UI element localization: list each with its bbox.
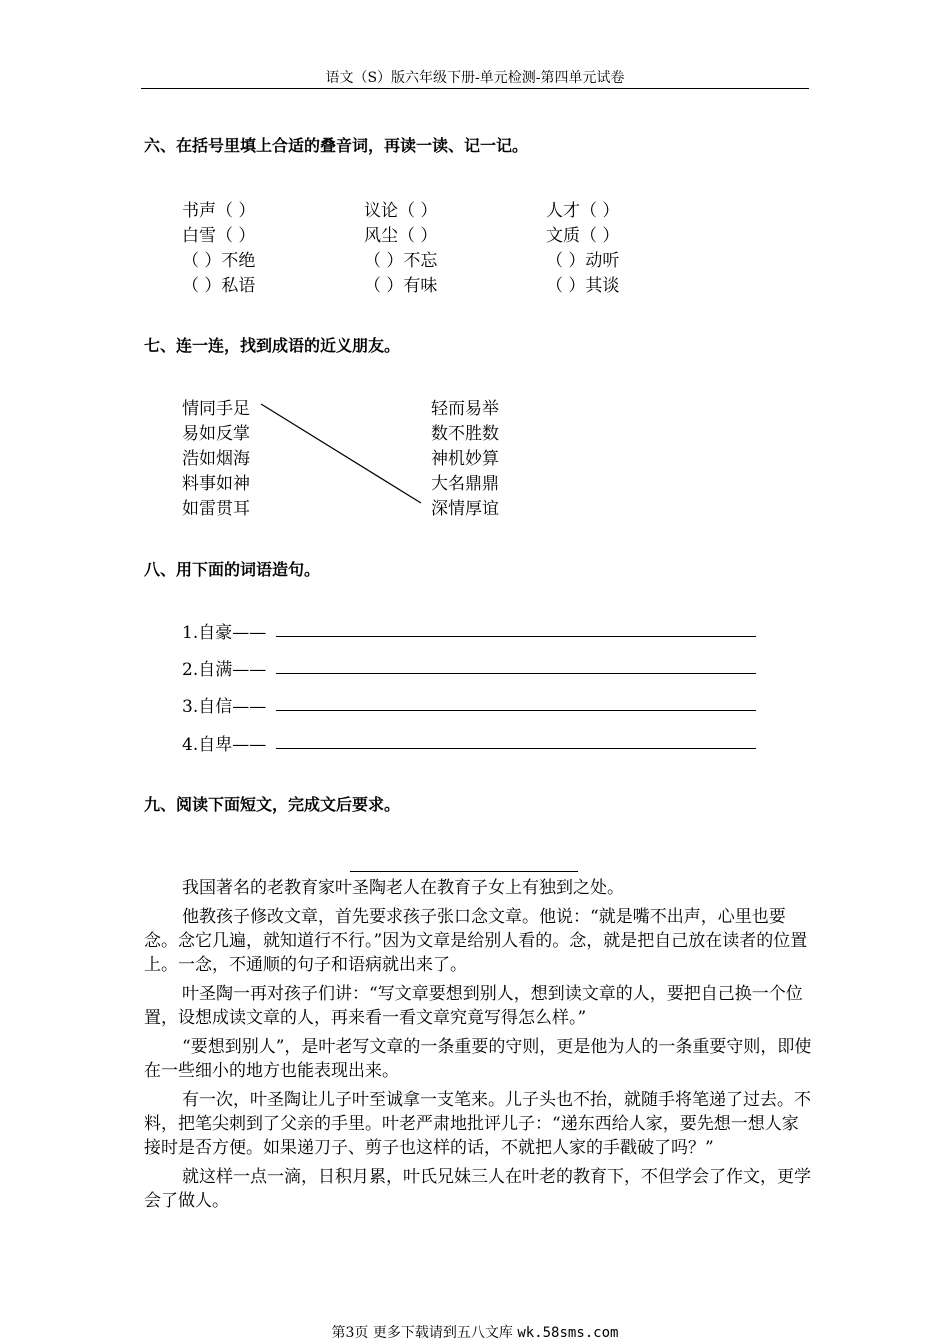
fill-item: 书声（ ） bbox=[182, 201, 256, 221]
fill-item: （ ）不忘 bbox=[364, 251, 438, 271]
idiom-right: 深情厚谊 bbox=[431, 499, 499, 519]
sentence-prompt: 4.自卑—— bbox=[182, 735, 267, 755]
sentence-prompt: 3.自信—— bbox=[182, 697, 267, 717]
page-footer bbox=[0, 1322, 950, 1342]
fill-item: 风尘（ ） bbox=[364, 226, 438, 246]
idiom-right: 轻而易举 bbox=[431, 399, 499, 419]
idiom-left: 料事如神 bbox=[182, 474, 250, 494]
page-header: 语文（S）版六年级下册-单元检测-第四单元试卷 bbox=[325, 70, 625, 86]
fill-item: （ ）其谈 bbox=[546, 276, 620, 296]
footer-url[interactable]: wk.58sms.com bbox=[517, 1325, 619, 1341]
idiom-left: 如雷贯耳 bbox=[182, 499, 250, 519]
idiom-left: 浩如烟海 bbox=[182, 449, 250, 469]
footer-text: 第3页 更多下载请到五八文库 bbox=[331, 1325, 513, 1341]
title-blank-line[interactable] bbox=[350, 871, 578, 872]
idiom-right: 数不胜数 bbox=[431, 424, 499, 444]
example-connection-line bbox=[261, 404, 421, 503]
sentence-prompt: 2.自满—— bbox=[182, 660, 267, 680]
passage-paragraph: 有一次，叶圣陶让儿子叶至诚拿一支笔来。儿子头也不抬，就随手将笔递了过去。不料，把笔尖刺到了父亲的手里。叶老严肃地批评儿子：“递东西给人家，要先想一想人家接时是否方便。如果递刀子、剪子也这样的话，不就把人家的手戳破了吗？” bbox=[144, 1090, 811, 1158]
passage-paragraph: 我国著名的老教育家叶圣陶老人在教育子女上有独到之处。 bbox=[182, 878, 624, 898]
idiom-right: 大名鼎鼎 bbox=[431, 474, 499, 494]
passage-paragraph: 他教孩子修改文章，首先要求孩子张口念文章。他说：“就是嘴不出声，心里也要念。念它几遍，就知道行不行。”因为文章是给别人看的。念，就是把自己放在读者的位置上。一念，不通顺的句子和语病就出来了。 bbox=[144, 907, 808, 975]
fill-item: （ ）动听 bbox=[546, 251, 620, 271]
reading-passage bbox=[144, 876, 814, 1213]
answer-line[interactable] bbox=[276, 748, 756, 749]
idiom-left: 情同手足 bbox=[182, 399, 250, 419]
fill-item: 议论（ ） bbox=[364, 201, 438, 221]
idiom-left: 易如反掌 bbox=[182, 424, 250, 444]
answer-line[interactable] bbox=[276, 636, 756, 637]
section-9-title: 九、阅读下面短文，完成文后要求。 bbox=[144, 795, 401, 814]
passage-paragraph: 叶圣陶一再对孩子们讲：“写文章要想到别人，想到读文章的人，要把自己换一个位置，设想成读文章的人，再来看一看文章究竟写得怎么样。” bbox=[144, 984, 803, 1028]
section-8-title: 八、用下面的词语造句。 bbox=[144, 560, 321, 579]
passage-paragraph: 就这样一点一滴，日积月累，叶氏兄妹三人在叶老的教育下，不但学会了作文，更学会了做人。 bbox=[144, 1167, 811, 1211]
fill-item: （ ）有味 bbox=[364, 276, 438, 296]
answer-line[interactable] bbox=[276, 673, 756, 674]
sentence-prompt: 1.自豪—— bbox=[182, 623, 267, 643]
section-6-title: 六、在括号里填上合适的叠音词，再读一读、记一记。 bbox=[144, 136, 529, 155]
fill-item: （ ）私语 bbox=[182, 276, 256, 296]
fill-item: 白雪（ ） bbox=[182, 226, 256, 246]
idiom-right: 神机妙算 bbox=[431, 449, 499, 469]
fill-item: 文质（ ） bbox=[546, 226, 620, 246]
answer-line[interactable] bbox=[276, 710, 756, 711]
fill-item: 人才（ ） bbox=[546, 201, 620, 221]
passage-paragraph: “要想到别人”，是叶老写文章的一条重要的守则，更是他为人的一条重要守则，即使在一些细小的地方也能表现出来。 bbox=[144, 1037, 812, 1081]
fill-item: （ ）不绝 bbox=[182, 251, 256, 271]
section-7-title: 七、连一连，找到成语的近义朋友。 bbox=[144, 336, 401, 355]
